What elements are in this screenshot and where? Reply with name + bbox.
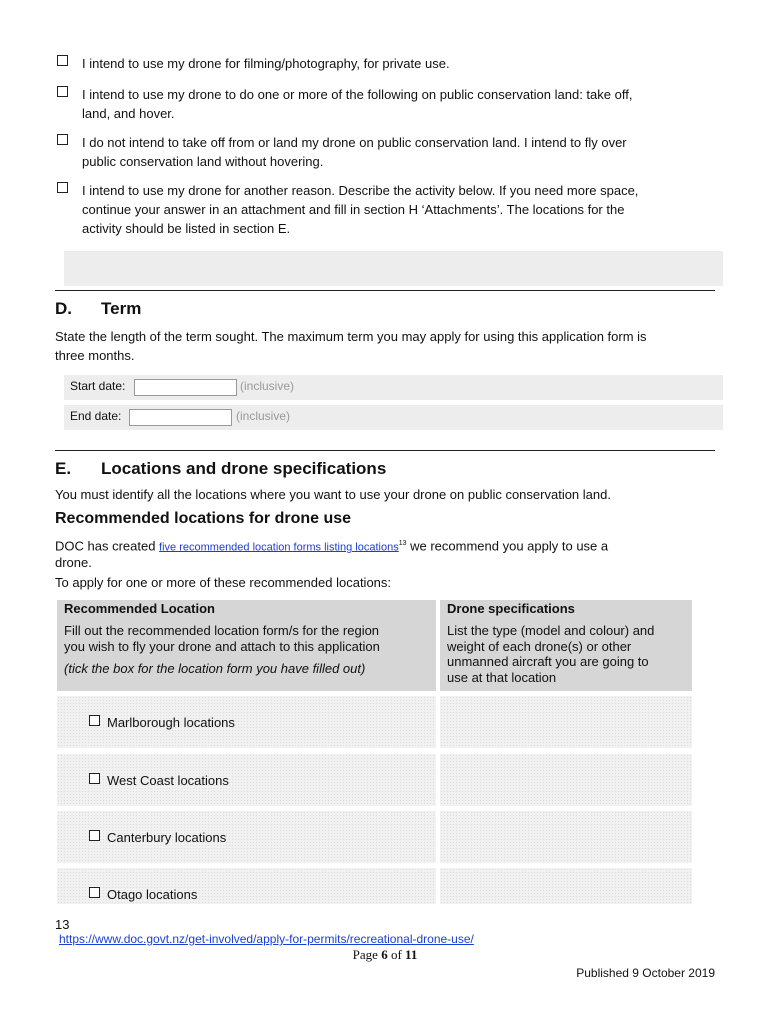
section-e-letter: E.: [55, 459, 72, 478]
location-cell-west-coast: [57, 754, 436, 806]
end-inclusive-hint: (inclusive): [236, 409, 291, 423]
section-divider: [55, 450, 715, 451]
page-number: [0, 947, 770, 963]
doc-suffix-text: we recommend you apply to use a: [406, 538, 609, 554]
otago-checkbox[interactable]: [89, 887, 100, 898]
option-line: continue your answer in an attachment and fill in section H ‘Attachments’. The locations for the: [82, 202, 625, 217]
recommended-location-header: [57, 600, 436, 691]
start-date-row: [64, 375, 723, 400]
recommended-locations-heading: Recommended locations for drone use: [55, 510, 352, 527]
page-total: 11: [405, 947, 418, 962]
locations-intro: You must identify all the locations where you want to use your drone on public conservation land.: [55, 487, 611, 502]
canterbury-label: Canterbury locations: [107, 830, 227, 845]
col2-desc-line: weight of each drone(s) or other: [447, 638, 632, 654]
end-date-row: [64, 405, 723, 430]
recommended-forms-link[interactable]: five recommended location forms listing locations: [159, 541, 399, 554]
col2-header-title: Drone specifications: [447, 601, 575, 616]
drone-spec-input-otago[interactable]: [440, 868, 692, 904]
takeoff-option-text: [82, 85, 702, 123]
marlborough-checkbox[interactable]: [89, 715, 100, 726]
term-description: [55, 327, 715, 365]
col1-description: [64, 623, 434, 655]
option-line: land, and hover.: [82, 106, 175, 121]
section-d-letter: D.: [55, 299, 72, 318]
canterbury-checkbox[interactable]: [89, 830, 100, 841]
fly-over-checkbox[interactable]: [57, 134, 68, 145]
section-e-title: Locations and drone specifications: [101, 459, 387, 478]
doc-line-2: drone.: [55, 555, 92, 571]
location-cell-canterbury: [57, 811, 436, 863]
footnote-number: 13: [55, 917, 70, 932]
col1-desc-line: Fill out the recommended location form/s for the region: [64, 623, 380, 638]
location-cell-marlborough: [57, 696, 436, 748]
option-line: I do not intend to take off from or land my drone on public conservation land. I intend to fly over: [82, 135, 627, 150]
west-coast-label: West Coast locations: [107, 773, 229, 788]
published-date: Published 9 October 2019: [576, 966, 715, 980]
col1-desc-line: you wish to fly your drone and attach to this application: [64, 639, 380, 654]
filming-checkbox[interactable]: [57, 55, 68, 66]
drone-spec-input-marlborough[interactable]: [440, 696, 692, 748]
end-date-input[interactable]: [129, 409, 232, 426]
section-divider: [55, 290, 715, 291]
drone-spec-input-west-coast[interactable]: [440, 754, 692, 806]
footnote-ref: 13: [398, 540, 407, 547]
col2-desc-line: List the type (model and colour) and: [447, 623, 655, 638]
option-line: public conservation land without hovering.: [82, 154, 324, 169]
filming-option-text: [82, 54, 702, 73]
drone-spec-input-canterbury[interactable]: [440, 811, 692, 863]
section-d-title: Term: [101, 299, 142, 318]
other-option-text: [82, 181, 702, 238]
col2-description: [447, 623, 692, 685]
doc-prefix-text: DOC has created: [55, 538, 160, 554]
footnote-link[interactable]: [59, 932, 474, 946]
col2-desc-line: use at that location: [447, 669, 557, 685]
marlborough-label: Marlborough locations: [107, 715, 235, 730]
term-line: three months.: [55, 348, 135, 363]
col1-header-title: Recommended Location: [64, 601, 215, 616]
otago-label: Otago locations: [107, 887, 198, 902]
takeoff-land-hover-checkbox[interactable]: [57, 86, 68, 97]
other-reason-checkbox[interactable]: [57, 182, 68, 193]
page-prefix: Page: [352, 947, 382, 962]
option-line: activity should be listed in section E.: [82, 221, 291, 236]
option-line: I intend to use my drone for filming/photography, for private use.: [82, 56, 450, 71]
doc-created-paragraph: [55, 536, 715, 570]
footnote-url[interactable]: https://www.doc.govt.nz/get-involved/apply-for-permits/recreational-drone-use/: [59, 932, 474, 946]
col2-desc-line: unmanned aircraft you are going to: [447, 654, 649, 669]
term-line: State the length of the term sought. The maximum term you may apply for using this application form is: [55, 329, 647, 344]
page-current: 6: [381, 947, 388, 962]
location-cell-otago: [57, 868, 436, 904]
col1-note: (tick the box for the location form you have filled out): [64, 661, 366, 676]
drone-specifications-header: [440, 600, 692, 691]
page-of: of: [387, 947, 406, 962]
west-coast-checkbox[interactable]: [89, 773, 100, 784]
start-inclusive-hint: (inclusive): [240, 379, 295, 393]
end-date-label: End date:: [70, 409, 122, 423]
start-date-input[interactable]: [134, 379, 237, 396]
activity-description-field[interactable]: [64, 251, 723, 286]
option-line: I intend to use my drone for another reason. Describe the activity below. If you need more space,: [82, 183, 639, 198]
apply-instruction: To apply for one or more of these recommended locations:: [55, 575, 392, 590]
option-line: I intend to use my drone to do one or more of the following on public conservation land: take off,: [82, 87, 633, 102]
start-date-label: Start date:: [70, 379, 126, 393]
fly-over-option-text: [82, 133, 702, 171]
